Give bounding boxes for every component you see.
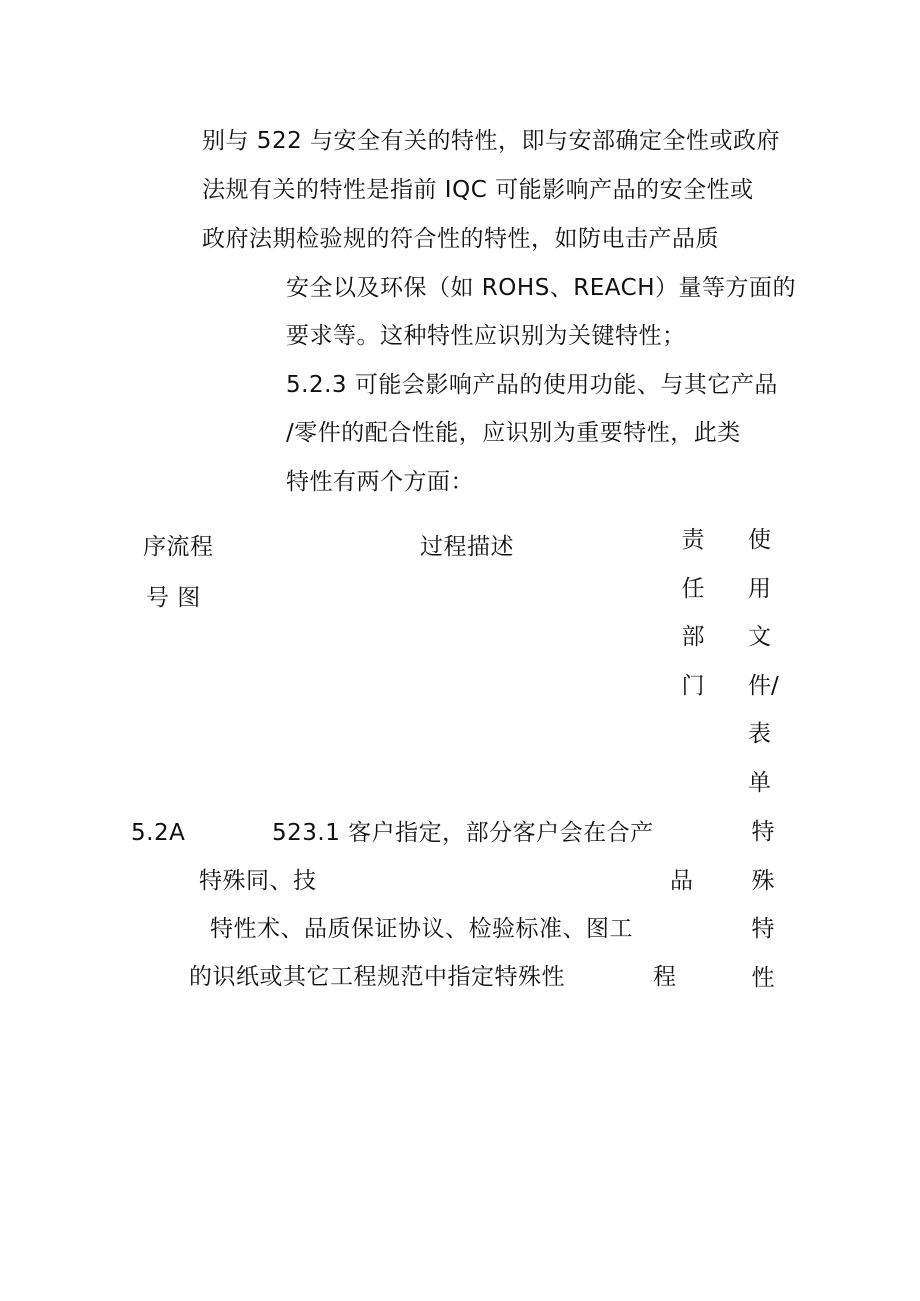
header-seq-flow-line-1: 序流程 [143,534,214,560]
row-seq-number: 5.2A [131,820,186,846]
header-docs-char: 使 [748,527,771,553]
header-docs-char: 表 [748,721,771,747]
header-responsible-department [678,516,708,710]
header-docs-char: 单 [748,769,771,796]
paragraph-3-line-3: 特性有两个方面： [286,469,474,495]
header-seq-flow-line-2: 号 图 [146,585,201,611]
row-docs-char: 殊 [751,867,775,894]
row-dept-char-1: 品 [670,868,694,894]
header-dept-char: 部 [681,624,705,650]
row-docs-char: 特 [751,819,775,845]
header-docs-char: 件/ [748,672,779,699]
paragraph-1-line-1: 别与 522 与安全有关的特性，即与安部确定全性或政府 [202,128,781,154]
row-documents-forms [748,808,778,1002]
row-docs-char: 特 [751,916,775,942]
header-docs-char: 文 [748,624,771,650]
header-dept-char: 责 [681,527,705,553]
paragraph-3-line-2: /零件的配合性能，应识别为重要特性，此类 [286,420,741,446]
paragraph-3-line-1: 5.2.3 可能会影响产品的使用功能、与其它产品 [286,372,778,398]
row-description-line-1: 523.1 客户指定，部分客户会在合产 [272,820,654,846]
row-description-line-4: 的识纸或其它工程规范中指定特殊性 [189,964,565,990]
row-docs-char: 性 [751,964,775,991]
paragraph-1-line-2: 法规有关的特性是指前 IQC 可能影响产品的安全性或 [202,177,754,203]
paragraph-1-line-3: 政府法期检验规的符合性的特性，如防电击产品质 [202,226,719,252]
header-process-description: 过程描述 [420,534,514,560]
row-description-line-3: 特性术、品质保证协议、检验标准、图工 [210,916,633,942]
paragraph-2-line-2: 要求等。这种特性应识别为关键特性； [286,323,686,349]
header-dept-char: 门 [681,672,705,699]
header-documents-forms [748,516,788,807]
row-dept-char-2: 程 [653,964,677,990]
header-dept-char: 任 [681,575,705,602]
paragraph-2-line-1: 安全以及环保（如 ROHS、REACH）量等方面的 [286,275,796,301]
header-docs-char: 用 [748,575,771,602]
row-flow-line-2: 特殊同、技 [199,868,317,894]
